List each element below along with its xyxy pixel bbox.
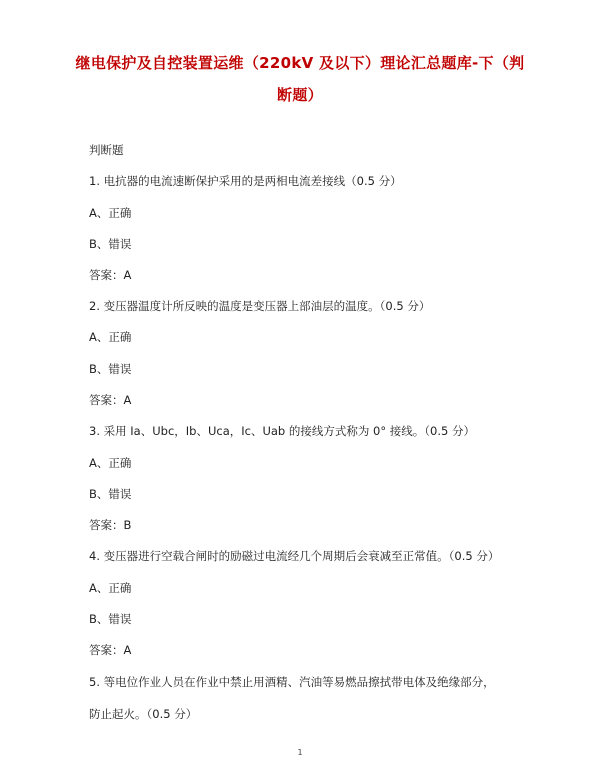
- question-text: 2. 变压器温度计所反映的温度是变压器上部油层的温度。（0.5 分）: [89, 299, 431, 313]
- option-a: A、正确: [89, 456, 132, 470]
- option-b: B、错误: [89, 237, 132, 251]
- question-text: 1. 电抗器的电流速断保护采用的是两相电流差接线（0.5 分）: [89, 174, 402, 188]
- question-text: 4. 变压器进行空载合闸时的励磁过电流经几个周期后会衰减至正常值。（0.5 分）: [89, 549, 500, 563]
- option-a: A、正确: [89, 330, 132, 344]
- document-title-line-2: 断题）: [277, 86, 323, 104]
- option-a: A、正确: [89, 206, 132, 220]
- answer: 答案：A: [89, 643, 132, 657]
- answer: 答案：B: [89, 518, 132, 532]
- option-a: A、正确: [89, 581, 132, 595]
- page-number: 1: [297, 748, 303, 757]
- question-text: 5. 等电位作业人员在作业中禁止用酒精、汽油等易燃品擦拭带电体及绝缘部分，: [89, 675, 495, 689]
- answer: 答案：A: [89, 268, 132, 282]
- section-heading: 判断题: [89, 143, 124, 157]
- option-b: B、错误: [89, 487, 132, 501]
- question-text: 3. 采用 Ia、Ubc，Ib、Uca，Ic、Uab 的接线方式称为 0° 接线。（0.5 分）: [89, 424, 475, 438]
- option-b: B、错误: [89, 362, 132, 376]
- answer: 答案：A: [89, 393, 132, 407]
- option-b: B、错误: [89, 612, 132, 626]
- document-title-line-1: 继电保护及自控装置运维（220kV 及以下）理论汇总题库-下（判: [75, 54, 525, 72]
- question-text-continued: 防止起火。（0.5 分）: [89, 707, 198, 721]
